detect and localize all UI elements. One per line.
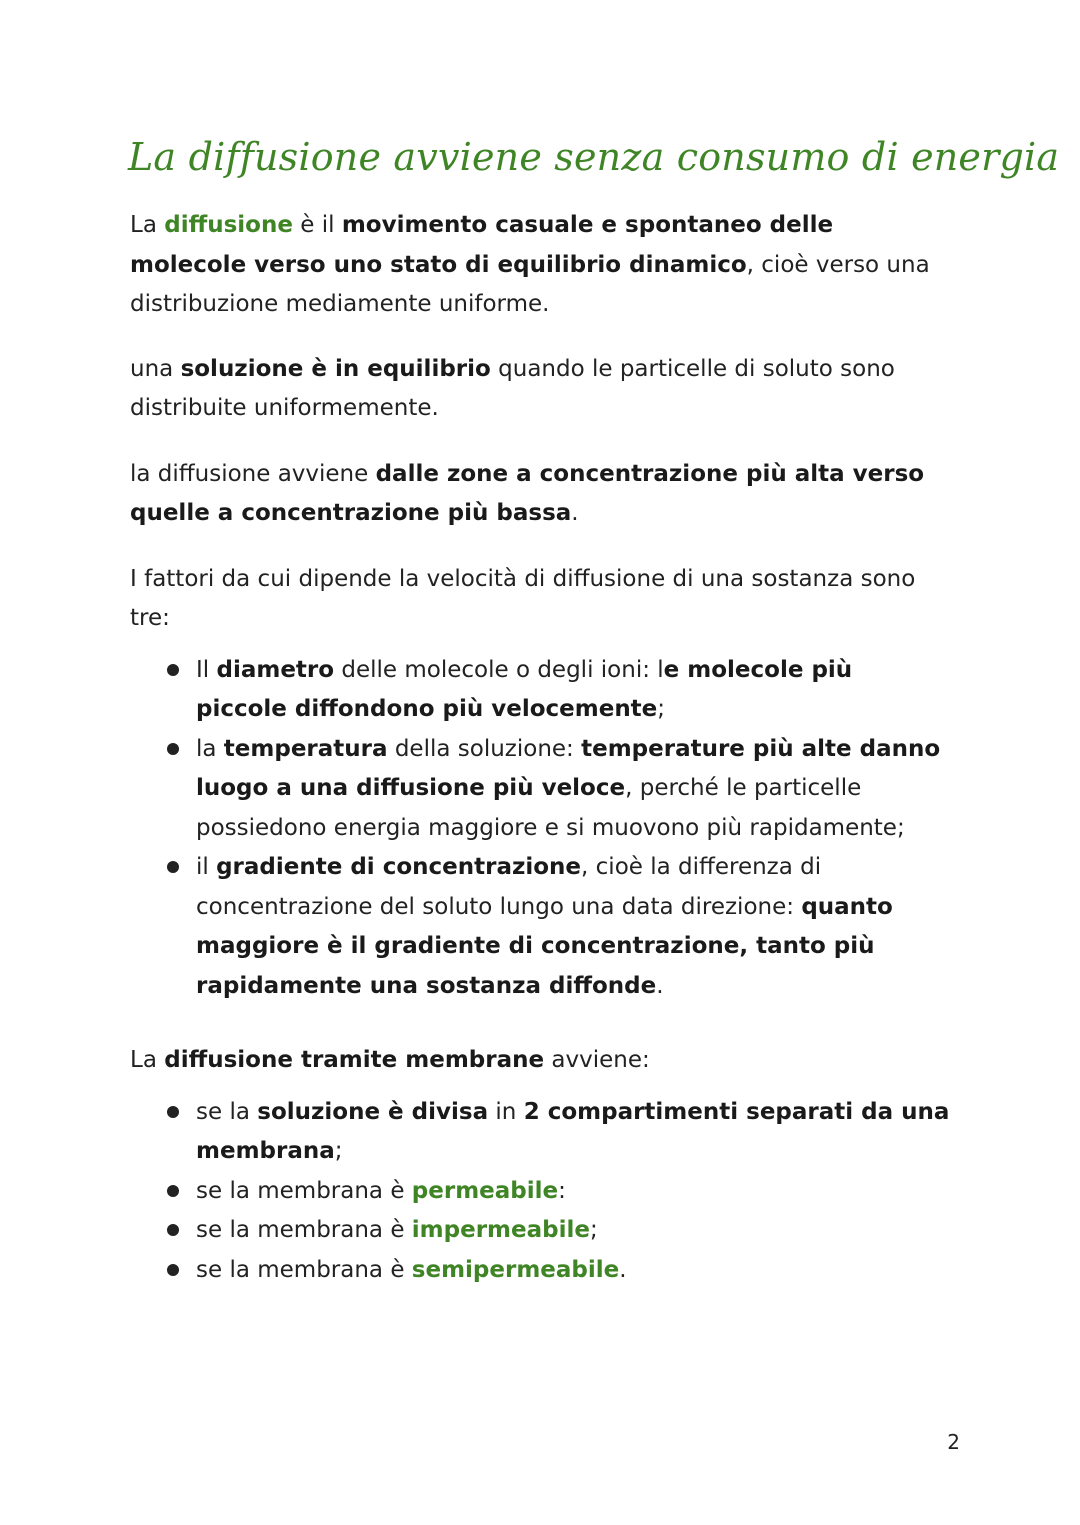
page-title: La diffusione avviene senza consumo di energia: [128, 135, 1060, 179]
bold-text: temperature più alte danno luogo a una diffusione più veloce: [196, 735, 941, 801]
list-item-gradient: [130, 848, 950, 1006]
text-run: della soluzione:: [387, 735, 582, 762]
text-run: .: [571, 500, 579, 526]
highlight-term: permeabile: [411, 1177, 559, 1204]
text-run: ;: [334, 1138, 343, 1164]
text-run: .: [619, 1256, 627, 1283]
text-run: , perché le particelle possiedono energia maggiore e si muovono più rapidamente;: [196, 775, 905, 841]
list-item-permeable: [130, 1172, 950, 1212]
bold-text: diffusione tramite membrane: [164, 1047, 545, 1073]
bold-text: soluzione è divisa: [257, 1098, 489, 1125]
bold-text: temperatura: [223, 735, 388, 762]
bold-text: gradiente di concentrazione: [216, 854, 582, 880]
highlight-term: semipermeabile: [411, 1256, 620, 1283]
list-item-diameter: [130, 651, 950, 730]
content-body: [130, 206, 950, 1290]
text-run: :: [558, 1177, 566, 1204]
bold-text: movimento casuale e spontaneo delle molecole verso uno stato di equilibrio dinamico: [130, 212, 834, 278]
paragraph-factors-intro: I fattori da cui dipende la velocità di diffusione di una sostanza sono tre:: [130, 565, 916, 631]
text-run: una: [130, 355, 181, 382]
text-run: delle molecole o degli ioni: l: [334, 656, 664, 683]
text-run: se la membrana è: [196, 1217, 412, 1243]
bold-text: 2 compartimenti separati da una membrana: [196, 1098, 950, 1164]
list-item-divided-solution: [130, 1093, 950, 1172]
text-run: , cioè verso una distribuzione mediamente uniforme.: [130, 251, 930, 317]
membrane-cases-list: [130, 1093, 950, 1291]
page-number: 2: [947, 1430, 960, 1454]
text-run: se la membrana è: [196, 1177, 412, 1204]
text-run: ;: [589, 1217, 598, 1243]
list-item-semipermeable: [130, 1251, 950, 1291]
list-item-impermeable: [130, 1211, 950, 1251]
highlight-term: impermeabile: [411, 1217, 590, 1243]
text-run: è il: [292, 212, 342, 238]
text-run: la diffusione avviene: [130, 460, 376, 487]
text-run: la: [196, 735, 224, 762]
text-run: , cioè la differenza di concentrazione del soluto lungo una data direzione:: [196, 854, 822, 920]
paragraph-equilibrium: [130, 350, 950, 429]
text-run: in: [488, 1098, 524, 1125]
bold-text: diametro: [216, 656, 335, 683]
highlight-term: diffusione: [164, 212, 293, 238]
text-run: La: [130, 1047, 165, 1073]
bold-text: soluzione è in equilibrio: [180, 355, 491, 382]
text-run: ;: [657, 696, 666, 722]
paragraph-direction: [130, 455, 950, 534]
list-item-temperature: [130, 730, 950, 849]
text-run: quando le particelle di soluto sono distribuite uniformemente.: [130, 355, 895, 421]
paragraph-membranes-intro: [130, 1041, 950, 1081]
paragraph-definition: [130, 206, 950, 325]
factors-list: [130, 651, 950, 1007]
text-run: se la membrana è: [196, 1256, 412, 1283]
bold-text: e molecole più piccole diffondono più velocemente: [196, 656, 853, 722]
text-run: avviene:: [544, 1047, 650, 1073]
text-run: .: [656, 972, 664, 999]
bold-text: quanto maggiore è il gradiente di concentrazione, tanto più rapidamente una sostanza diffonde: [196, 893, 893, 999]
bold-text: dalle zone a concentrazione più alta verso quelle a concentrazione più bassa: [130, 460, 925, 526]
text-run: se la: [196, 1098, 258, 1125]
text-run: Il: [196, 656, 217, 683]
text-run: La: [130, 212, 165, 238]
text-run: il: [196, 854, 217, 880]
